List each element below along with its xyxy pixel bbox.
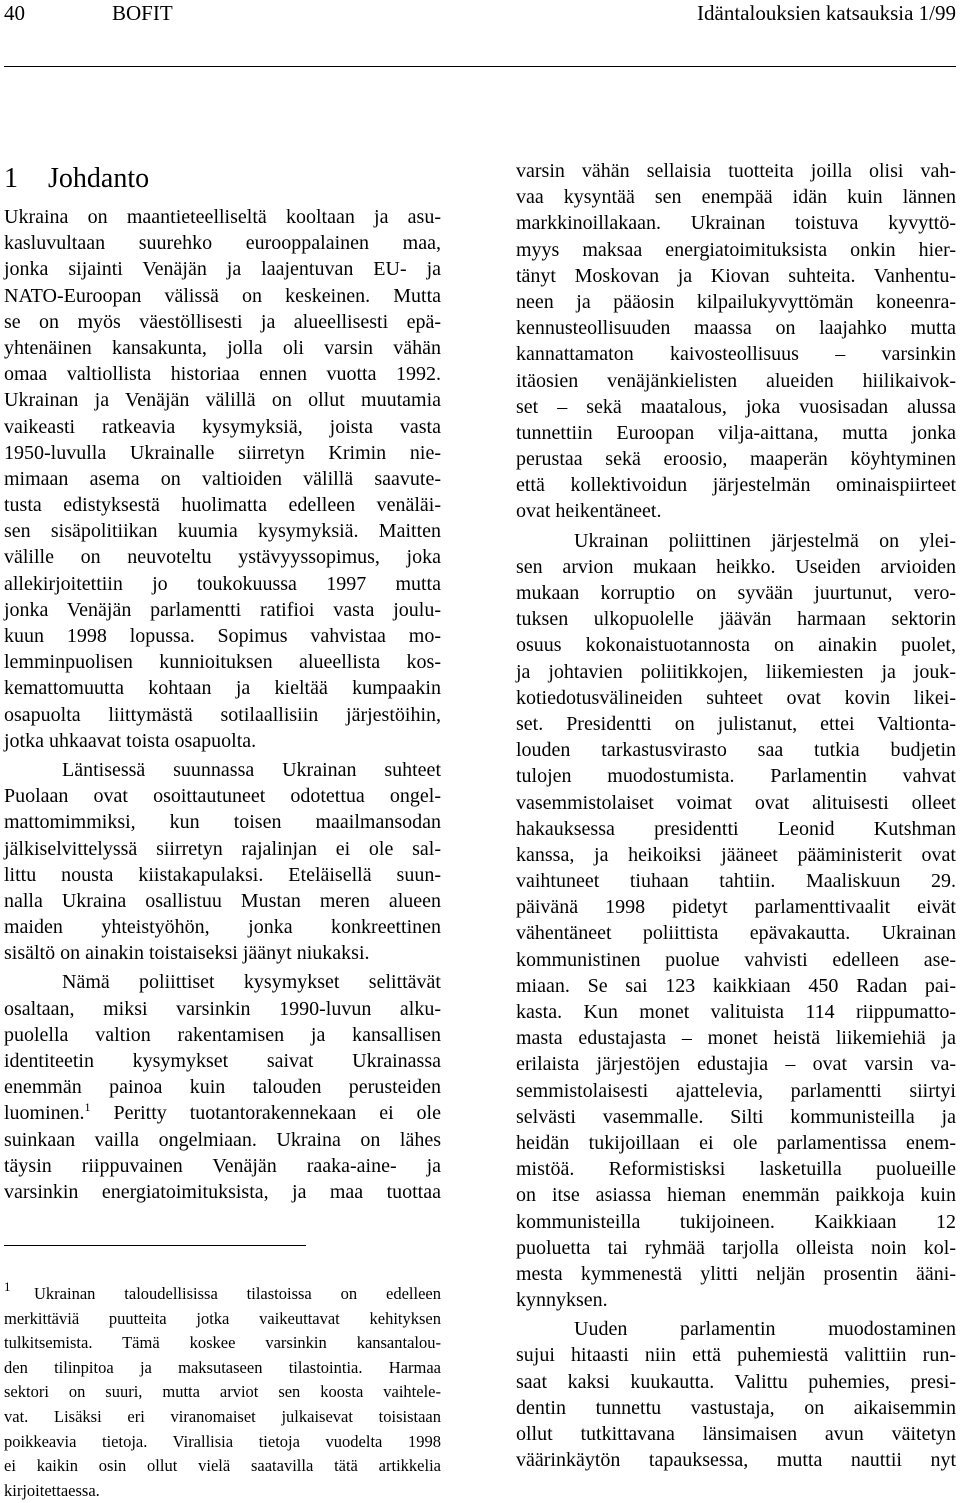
- text-line: masta edustajasta – monet heistä liikemiehiä ja: [516, 1027, 956, 1050]
- text-line: tuksen ulkopuolelle jäävän harmaan sektorin: [516, 608, 956, 631]
- text-line: dentin tunnettu vastustaja, on aikaisemmin: [516, 1396, 956, 1419]
- text-line: sisältö on ainakin toistaiseksi jäänyt niukaksi.: [4, 942, 370, 965]
- text-line: osapuolta liittymästä sotilaallisiin järjestöihin,: [4, 703, 441, 726]
- text-line: saat kaksi kuukautta. Valittu puhemies, presi-: [516, 1370, 956, 1393]
- footnote-line: poikkeavia tietoja. Virallisia tietoja vuodelta 1998: [4, 1431, 441, 1451]
- text-line: mimaan asema on valtioiden välillä saavute-: [4, 467, 441, 490]
- text-line: kasluvultaan suurehko eurooppalainen maa,: [4, 232, 441, 255]
- footnote-line: ei kaikin osin ollut vielä saatavilla tätä artikkelia: [4, 1456, 441, 1476]
- text-line: kuun 1998 lopussa. Sopimus vahvistaa mo-: [4, 625, 441, 647]
- text-line: omaa valtiollista historiaa ennen vuotta 1992.: [4, 363, 441, 386]
- left-body-text: [4, 204, 441, 1205]
- footnote-line: Ukrainan taloudellisissa tilastoissa on edelleen: [34, 1284, 441, 1303]
- section-number: 1: [4, 163, 18, 194]
- text-line: NATO-Euroopan välissä on keskeinen. Mutta: [4, 284, 441, 307]
- right-body-text: [516, 158, 956, 1473]
- text-line: luominen.$^1$ Peritty tuotantorakennekaan ei ole: [4, 1100, 441, 1125]
- text-line: Nämä poliittiset kysymykset selittävät: [62, 971, 441, 994]
- text-line: myys maksaa energiatoimituksista onkin hier-: [516, 238, 956, 261]
- text-line: päivänä 1998 pidetyt parlamenttivaalit eivät: [516, 896, 956, 919]
- footnote-number: 1: [4, 1279, 11, 1294]
- text-line: vähentäneet poliittista epävakautta. Ukrainan: [516, 922, 956, 945]
- text-line: jälkiselvittelyssä siirretyn rajalinjan ei ole sal-: [4, 837, 441, 860]
- footnote-line: kirjoitettaessa.: [4, 1480, 100, 1500]
- text-line: tunnettiin Euroopan vilja-aittana, mutta jonka: [516, 421, 956, 444]
- text-line: kommunistinen puolue vahvisti edelleen ase-: [516, 948, 956, 971]
- text-line: itäosien venäjänkielisten alueiden hiilikaivok-: [516, 369, 956, 392]
- text-line: jonka sijainti Venäjän ja laajentuvan EU- ja: [4, 258, 441, 281]
- text-line: mukaan korruptio on syvään juurtunut, vero-: [516, 582, 956, 604]
- text-line: jonka Venäjän parlamentti ratifioi vasta joulu-: [4, 598, 441, 621]
- text-line: yhtenäinen kansakunta, jolla oli varsin vähän: [4, 336, 441, 359]
- text-line: on itse asiassa hieman enemmän paikkoja kuin: [516, 1184, 956, 1207]
- series-title: Idäntalouksien katsauksia 1/99: [697, 1, 956, 25]
- text-line: perustaa sekä eroosio, maaperän köyhtyminen: [516, 448, 956, 471]
- text-line: suinkaan vailla ongelmiaan. Ukraina on lähes: [4, 1128, 441, 1151]
- text-line: littu nousta kiistakapulaksi. Eteläisellä suun-: [4, 863, 441, 886]
- text-line: jotka uhkaavat toista osapuolta.: [4, 729, 257, 752]
- footnote-line: vat. Lisäksi eri viranomaiset julkaisevat toisistaan: [4, 1406, 441, 1426]
- footnote-line: tulkitsemista. Tämä koskee varsinkin kansantalou-: [4, 1333, 441, 1353]
- text-line: tänyt Moskovan ja Kiovan suhteita. Vanhentu-: [516, 264, 956, 287]
- text-line: puolella valtion rakentamisen ja kansallisen: [4, 1023, 441, 1046]
- text-line: hakauksessa presidentti Leonid Kutshman: [516, 817, 956, 840]
- text-line: Ukraina on maantieteelliseltä kooltaan ja asu-: [4, 206, 441, 228]
- publisher-name: BOFIT: [112, 1, 173, 25]
- text-line: nalla Ukraina osallistuu Mustan meren alueen: [4, 889, 441, 912]
- text-line: identiteetin kysymykset saivat Ukrainassa: [4, 1050, 441, 1072]
- left-column: [4, 158, 441, 1205]
- text-line: ja johtavien poliitikkojen, liikemiesten ja jouk-: [516, 660, 956, 683]
- text-line: osuus kokonaistuotannosta on ainakin puolet,: [516, 634, 956, 657]
- text-line: erilaista järjestöjen edustajia – ovat varsin va-: [516, 1053, 956, 1076]
- text-line: varsin vähän sellaisia tuotteita joilla olisi vah-: [516, 160, 956, 182]
- section-title: Johdanto: [48, 163, 150, 194]
- text-line: miaan. Se sai 123 kaikkiaan 450 Radan pai-: [516, 974, 956, 997]
- header-rule: [4, 66, 956, 67]
- text-line: Läntisessä suunnassa Ukrainan suhteet: [62, 758, 441, 781]
- text-line: sen sisäpolitiikan kuumia kysymyksiä. Maitten: [4, 520, 441, 543]
- text-line: set – sekä maatalous, joka vuosisadan alussa: [516, 395, 956, 418]
- text-line: vaihtuneet tiuhaan tahtiin. Maaliskuun 29.: [516, 870, 956, 893]
- text-line: kotiedotusvälineiden suhteet ovat kovin likei-: [516, 686, 956, 709]
- text-line: Puolaan ovat osoittautuneet odotettua ongel-: [4, 785, 441, 808]
- text-line: puoluetta tai ryhmää tarjolla olleista noin kol-: [516, 1236, 956, 1259]
- text-line: selvästi vasemmalle. Silti kommunisteilla ja: [516, 1105, 956, 1128]
- footnote-line: sektori on suuri, mutta arviot sen koosta vaihtele-: [4, 1382, 441, 1402]
- text-line: kannattamaton kaivosteollisuus – varsinkin: [516, 343, 956, 366]
- text-line: ovat heikentäneet.: [516, 500, 662, 523]
- text-line: se on myös väestöllisesti ja alueellisesti epä-: [4, 310, 441, 333]
- text-line: markkinoillakaan. Ukrainan toistuva kyvyttö-: [516, 212, 956, 235]
- text-line: kasta. Kun monet valituista 114 riippumatto-: [516, 1001, 956, 1023]
- text-line: sujui hitaasti niin että puhemiestä valittiin run-: [516, 1344, 956, 1367]
- footnote-line: merkittäviä puutteita jotka vaikeuttavat kehityksen: [4, 1308, 441, 1328]
- text-line: Ukrainan poliittinen järjestelmä on ylei-: [574, 529, 956, 552]
- text-line: Ukrainan ja Venäjän välillä on ollut muutamia: [4, 389, 441, 412]
- footnote-rule: [4, 1245, 306, 1246]
- text-line: allekirjoitettiin jo toukokuussa 1997 mutta: [4, 572, 441, 595]
- text-line: tulojen muodostumista. Parlamentin vahvat: [516, 765, 956, 788]
- text-line: ollut tutkittavana länsimaisen avun väitetyn: [516, 1423, 956, 1445]
- section-heading: [4, 162, 441, 196]
- text-line: 1950-luvulla Ukrainalle siirretyn Krimin nie-: [4, 441, 441, 464]
- text-line: mesta kymmenestä ylitti neljän prosentin ääni-: [516, 1262, 956, 1285]
- text-line: mistöä. Reformistisksi lasketuilla puolueille: [516, 1158, 956, 1181]
- text-line: vaa kysyntää sen enempää idän kuin lännen: [516, 186, 956, 209]
- text-line: kynnyksen.: [516, 1289, 608, 1312]
- text-line: kanssa, ja heikoiksi jääneet pääministerit ovat: [516, 843, 956, 866]
- footnote-reference: 1: [84, 1100, 91, 1115]
- text-line: neen ja pääosin kilpailukyvyttömän koneenra-: [516, 290, 956, 313]
- text-line: kommunisteilla tukijoineen. Kaikkiaan 12: [516, 1210, 956, 1233]
- text-line: väärinkäytön tapauksessa, mutta nauttii nyt: [516, 1449, 956, 1472]
- right-column: [516, 158, 956, 1473]
- footnote-line: den tilinpitoa ja maksutaseen tilastointia. Harmaa: [4, 1357, 441, 1377]
- text-line: kennusteollisuuden maassa on laajahko mutta: [516, 317, 956, 340]
- text-line: heidän tukijoillaan ei ole parlamentissa enem-: [516, 1131, 956, 1154]
- text-line: enemmän painoa kuin talouden perusteiden: [4, 1076, 441, 1099]
- text-line: lemminpuolisen kunnioituksen alueellista kos-: [4, 651, 441, 674]
- page-number: 40: [4, 1, 25, 25]
- page-header: [0, 0, 960, 30]
- text-line: vaikeasti ratkeavia kysymyksiä, joista vasta: [4, 415, 441, 438]
- text-line: että kollektivoidun järjestelmän ominaispiirteet: [516, 474, 956, 497]
- text-line: mattomimmiksi, kun toisen maailmansodan: [4, 811, 441, 834]
- text-line: maiden yhteistyöhön, jonka konkreettinen: [4, 916, 441, 939]
- text-line: välille on neuvoteltu ystävyyssopimus, joka: [4, 546, 441, 569]
- text-line: Uuden parlamentin muodostaminen: [574, 1318, 956, 1341]
- text-line: set. Presidentti on julistanut, ettei Valtionta-: [516, 712, 956, 735]
- text-line: varsinkin energiatoimituksista, ja maa tuottaa: [4, 1180, 441, 1203]
- footnote: [4, 1279, 441, 1503]
- text-line: osaltaan, miksi varsinkin 1990-luvun alku-: [4, 997, 441, 1020]
- text-line: sen arvion mukaan heikko. Useiden arvioiden: [516, 555, 956, 578]
- text-line: semmistolaisesti ajattelevia, parlamentti siirtyi: [516, 1079, 956, 1102]
- text-line: vasemmistolaiset voimat ovat alituisesti olleet: [516, 791, 956, 814]
- text-line: tusta edistyksestä huolimatta edelleen venäläi-: [4, 494, 441, 517]
- text-line: louden tarkastusvirasto saa tutkia budjetin: [516, 739, 956, 762]
- text-line: kemattomuutta kohtaan ja kieltää kumpaakin: [4, 677, 441, 700]
- text-line: täysin riippuvainen Venäjän raaka-aine- ja: [4, 1154, 441, 1177]
